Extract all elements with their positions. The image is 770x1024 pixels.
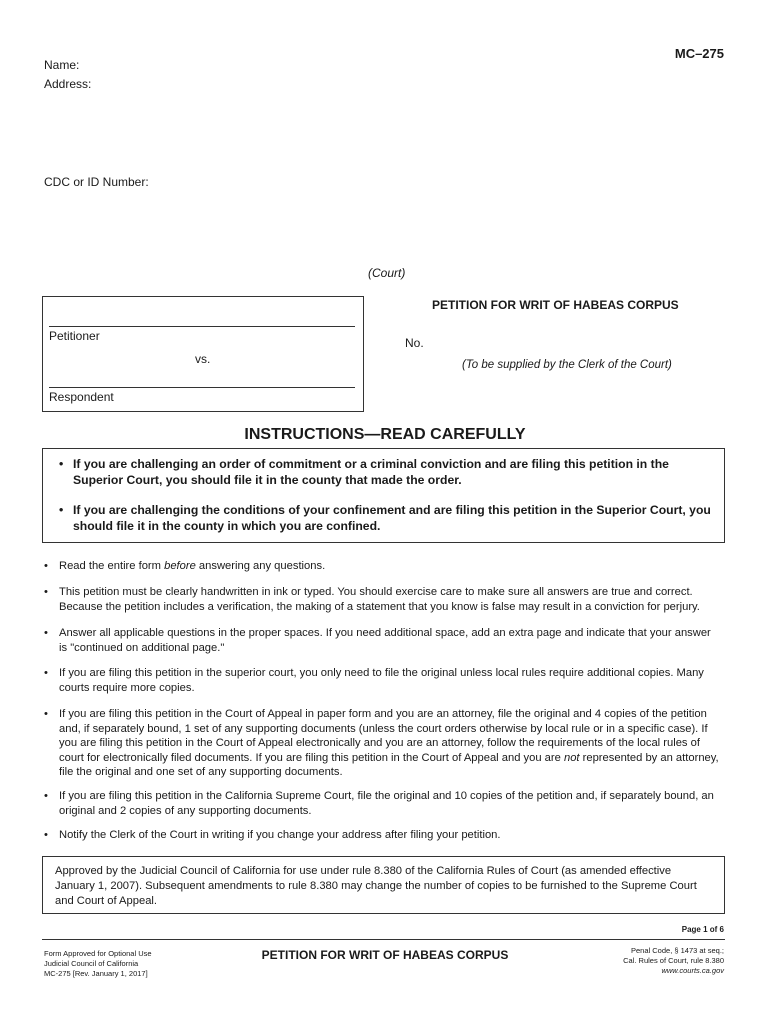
- instruction-item: • This petition must be clearly handwritten in ink or typed. You should exercise care to make sure all answers are true and correct. Because the petition includes a verification, the making of a statement that you know is false may result in a conviction for perjury.: [44, 586, 700, 613]
- bold-instruction-item: • If you are challenging the conditions of your confinement and are filing this petition in the Superior Court, you should file it in the county in which you are confined.: [59, 503, 711, 533]
- footer-right: Penal Code, § 1473 at seq.; Cal. Rules of Court, rule 8.380 www.courts.ca.gov: [623, 946, 724, 975]
- bullet: •: [44, 560, 48, 572]
- approval-note: Approved by the Judicial Council of California for use under rule 8.380 of the California Rules of Court (as amended effective January 1, 2007). Subsequent amendments to rule 8.380 may change the number of copies to be furnished to the Supreme Court and Court of Appeal.: [55, 865, 697, 907]
- clerk-note: (To be supplied by the Clerk of the Court): [462, 359, 672, 371]
- instruction-item: • Read the entire form before answering any questions.: [44, 560, 326, 572]
- court-label: (Court): [368, 266, 406, 280]
- cdc-id-label: CDC or ID Number:: [44, 175, 149, 189]
- bullet: •: [44, 627, 48, 639]
- footer-left: Form Approved for Optional Use Judicial Council of California MC-275 [Rev. January 1, 2017]: [44, 949, 152, 978]
- instruction-item: • If you are filing this petition in the Court of Appeal in paper form and you are an attorney, file the original and 4 copies of the petition and, if separately bound, 1 set of any supporting documents (unless the court orders otherwise by local rule or in a specific case). If you are filing this petition in the Court of Appeal electronically and you are an attorney, follow the requirements of the local rules of court for electronically filed documents. If you are filing this petition in the Court of Appeal and you are not represented by an attorney, file the original and one set of any supporting documents.: [44, 708, 719, 778]
- form-number: MC–275: [674, 46, 724, 61]
- vs-label: vs.: [195, 352, 211, 366]
- instruction-item: • Notify the Clerk of the Court in writing if you change your address after filing your petition.: [44, 829, 501, 841]
- bold-instruction-item: • If you are challenging an order of commitment or a criminal conviction and are filing this petition in the Superior Court, you should file it in the county that made the order.: [59, 457, 669, 487]
- page-number: Page 1 of 6: [681, 925, 724, 934]
- instruction-item: • If you are filing this petition in the California Supreme Court, file the original and 10 copies of the petition and, if separately bound, an original and 2 copies of any supporting documents.: [44, 790, 714, 817]
- bullet: •: [59, 503, 64, 517]
- name-label: Name:: [44, 58, 80, 72]
- bullet: •: [44, 790, 48, 802]
- bullet: •: [44, 586, 48, 598]
- footer-title: PETITION FOR WRIT OF HABEAS CORPUS: [261, 948, 509, 962]
- bullet: •: [59, 457, 64, 471]
- bullet: •: [44, 829, 48, 841]
- courts-website-link[interactable]: www.courts.ca.gov: [661, 966, 724, 975]
- instruction-item: • If you are filing this petition in the superior court, you only need to file the original unless local rules require additional copies. Many courts require more copies.: [44, 667, 704, 694]
- bullet: •: [44, 708, 48, 720]
- bold-instructions-box: [42, 448, 725, 543]
- respondent-line[interactable]: [49, 387, 355, 388]
- address-label: Address:: [44, 77, 92, 91]
- case-number-label: No.: [405, 336, 424, 350]
- bullet: •: [44, 667, 48, 679]
- respondent-label: Respondent: [49, 390, 114, 404]
- petitioner-line[interactable]: [49, 326, 355, 327]
- case-caption-box: [42, 296, 364, 412]
- footer-divider: [42, 939, 725, 940]
- petitioner-label: Petitioner: [49, 329, 100, 343]
- instruction-item: • Answer all applicable questions in the proper spaces. If you need additional space, add an extra page and indicate that your answer is "continued on additional page.": [44, 627, 711, 654]
- approval-note-box: [42, 856, 725, 914]
- instructions-heading: INSTRUCTIONS—READ CAREFULLY: [244, 426, 526, 443]
- petition-title: PETITION FOR WRIT OF HABEAS CORPUS: [432, 298, 679, 312]
